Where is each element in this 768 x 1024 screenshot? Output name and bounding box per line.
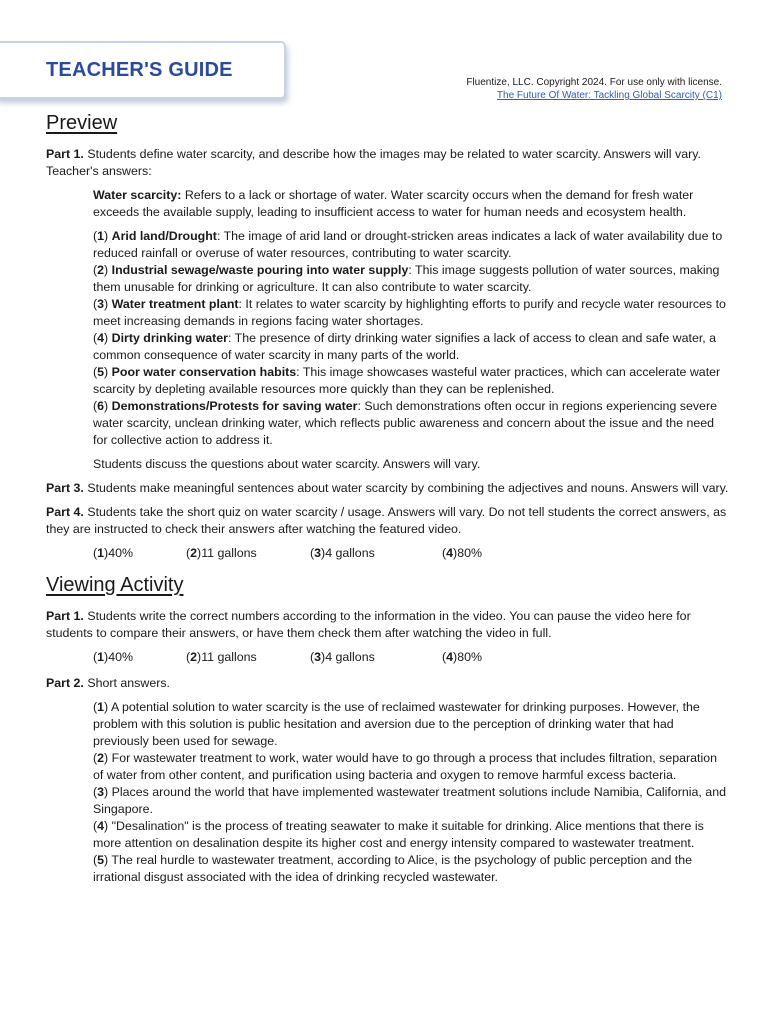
viewing-part1 [46,608,730,642]
answer-item: (4)80% [442,650,482,664]
part-text: Students take the short quiz on water scarcity / usage. Answers will vary. Do not tell students the correct answers, as they are instructed to check their answers after watching the featured video. [46,505,727,536]
item-number: 4 [97,819,105,833]
answer-number: 4 [446,650,454,664]
part-label: Part 1. [46,609,84,623]
viewing-heading: Viewing Activity [46,574,184,596]
answer-text: 40% [108,546,133,560]
preview-part3 [46,480,730,497]
part-label: Part 2. [46,676,84,690]
main-content [46,110,730,886]
answer-number: 2 [190,650,198,664]
item-text: Places around the world that have implemented wastewater treatment solutions include Namibia, California, and Singapore. [93,785,726,816]
item-text: "Desalination" is the process of treating seawater to make it suitable for drinking. Alice mentions that there is more attention on desalination despite its higher cost and energy intensity compared to wastewater treatment. [93,819,704,850]
item-text: A potential solution to water scarcity is the use of reclaimed wastewater for drinking purposes. However, the problem with this solution is public hesitation and aversion due to the perception of drinking water that had previously been used for sewage. [93,700,700,748]
part-text: Students write the correct numbers according to the information in the video. You can pause the video here for students to compare their answers, or have them check them after watching the video in full. [46,609,691,640]
item-text: : It relates to water scarcity by highlighting efforts to purify and recycle water resources to meet increasing demands in regions facing water shortages. [93,297,726,328]
part-text: Students make meaningful sentences about water scarcity by combining the adjectives and nouns. Answers will vary. [83,481,729,495]
image-descriptions [93,228,730,449]
definition-term: Water scarcity: [93,188,182,202]
item-number: 6 [97,399,105,413]
item-number: 1 [97,700,105,714]
answer-number: 4 [446,546,454,560]
image-item: (3) Water treatment plant: It relates to water scarcity by highlighting efforts to purify and recycle water resources to meet increasing demands in regions facing water shortages. [93,297,726,328]
item-text: : This image suggests pollution of water sources, making them unusable for drinking or agriculture. It can also contribute to water scarcity. [93,263,720,294]
part-label: Part 3. [46,481,84,495]
answer-number: 1 [97,650,105,664]
answer-text: 4 gallons [325,546,375,560]
answer-text: 80% [457,546,482,560]
item-number: 1 [97,229,105,243]
definition [93,187,730,221]
answer-item: (1)40% [93,650,133,664]
item-term: Dirty drinking water [111,331,228,345]
answer-item: (1)40% [93,546,133,560]
answer-text: 11 gallons [201,650,257,664]
definition-text: Refers to a lack or shortage of water. Water scarcity occurs when the demand for fresh water exceeds the available supply, leading to insufficient access to water for human needs and ecosystem health. [93,188,694,219]
lesson-link[interactable]: The Future Of Water: Tackling Global Scarcity (C1) [496,90,722,101]
item-number: 5 [97,853,105,867]
item-text: For wastewater treatment to work, water would have to go through a process that includes filtration, separation of water from other content, and purification using bacteria and oxygen to remove harmful excess bacteria. [93,751,718,782]
answer-number: 1 [97,546,105,560]
image-item: (2) Industrial sewage/waste pouring into water supply: This image suggests pollution of water sources, making them unusable for drinking or agriculture. It can also contribute to water scarcity. [93,263,720,294]
part-text: Students define water scarcity, and describe how the images may be related to water scarcity. Answers will vary. Teacher's answers: [46,147,701,178]
answer-number: 3 [314,546,322,560]
image-item: (4) Dirty drinking water: The presence of dirty drinking water signifies a lack of access to clean and safe water, a common consequence of water scarcity in many parts of the world. [93,331,717,362]
item-term: Industrial sewage/waste pouring into water supply [111,263,409,277]
item-term: Demonstrations/Protests for saving water [111,399,358,413]
answer-text: 80% [457,650,482,664]
short-answer-item: (4) "Desalination" is the process of treating seawater to make it suitable for drinking. Alice mentions that there is more attention on desalination despite its higher cost and energy intensity compared to wastewater treatment. [93,819,704,850]
copyright-text: Fluentize, LLC. Copyright 2024. For use only with license. [466,77,722,88]
item-term: Water treatment plant [111,297,239,311]
preview-heading: Preview [46,112,118,134]
header-info [466,76,722,102]
item-text: : The image of arid land or drought-stricken areas indicates a lack of water availability due to reduced rainfall or overuse of water resources, contributing to water scarcity. [93,229,723,260]
item-number: 3 [97,297,105,311]
answer-text: 40% [108,650,133,664]
page-title: TEACHER'S GUIDE [46,59,233,81]
short-answer-item: (5) The real hurdle to wastewater treatment, according to Alice, is the psychology of public perception and the irrational disgust associated with the idea of drinking recycled wastewater. [93,853,693,884]
preview-part4 [46,504,730,538]
item-text: The real hurdle to wastewater treatment, according to Alice, is the psychology of public perception and the irrational disgust associated with the idea of drinking recycled wastewater. [93,853,693,884]
answer-text: 4 gallons [325,650,375,664]
answer-number: 2 [190,546,198,560]
short-answer-item: (2) For wastewater treatment to work, water would have to go through a process that includes filtration, separation of water from other content, and purification using bacteria and oxygen to remove harmful excess bacteria. [93,751,718,782]
viewing-answers [93,649,730,666]
part-label: Part 4. [46,505,84,519]
item-number: 5 [97,365,105,379]
part-label: Part 1. [46,147,84,161]
answer-item: (2)11 gallons [186,650,257,664]
part-text: Short answers. [83,676,170,690]
image-item: (5) Poor water conservation habits: This image showcases wasteful water practices, which can accelerate water scarcity by depleting available resources more quickly than they can be replenished. [93,365,721,396]
item-number: 4 [97,331,105,345]
answer-item: (4)80% [442,546,482,560]
item-text: : The presence of dirty drinking water signifies a lack of access to clean and safe water, a common consequence of water scarcity in many parts of the world. [93,331,717,362]
image-item: (1) Arid land/Drought: The image of arid land or drought-stricken areas indicates a lack of water availability due to reduced rainfall or overuse of water resources, contributing to water scarcity. [93,229,723,260]
short-answer-item: (3) Places around the world that have implemented wastewater treatment solutions include Namibia, California, and Singapore. [93,785,726,816]
preview-part1 [46,146,730,180]
short-answers [93,699,730,886]
image-item: (6) Demonstrations/Protests for saving water: Such demonstrations often occur in regions experiencing severe water scarcity, unclean drinking water, which reflects public awareness and concern about the issue and the need for collective action to address it. [93,399,717,447]
item-term: Poor water conservation habits [111,365,297,379]
short-answer-item: (1) A potential solution to water scarcity is the use of reclaimed wastewater for drinking purposes. However, the problem with this solution is public hesitation and aversion due to the perception of drinking water that had previously been used for sewage. [93,700,700,748]
item-text: : Such demonstrations often occur in regions experiencing severe water scarcity, unclean drinking water, which reflects public awareness and concern about the issue and the need for collective action to address it. [93,399,717,447]
item-number: 3 [97,785,105,799]
item-term: Arid land/Drought [111,229,217,243]
item-text: : This image showcases wasteful water practices, which can accelerate water scarcity by depleting available resources more quickly than they can be replenished. [93,365,721,396]
viewing-part2 [46,675,730,692]
answer-item: (3)4 gallons [310,650,375,664]
item-number: 2 [97,263,105,277]
quiz-answers [93,545,730,562]
answer-item: (2)11 gallons [186,546,257,560]
answer-item: (3)4 gallons [310,546,375,560]
discuss-text: Students discuss the questions about water scarcity. Answers will vary. [93,457,481,471]
answer-number: 3 [314,650,322,664]
answer-text: 11 gallons [201,546,257,560]
item-number: 2 [97,751,105,765]
